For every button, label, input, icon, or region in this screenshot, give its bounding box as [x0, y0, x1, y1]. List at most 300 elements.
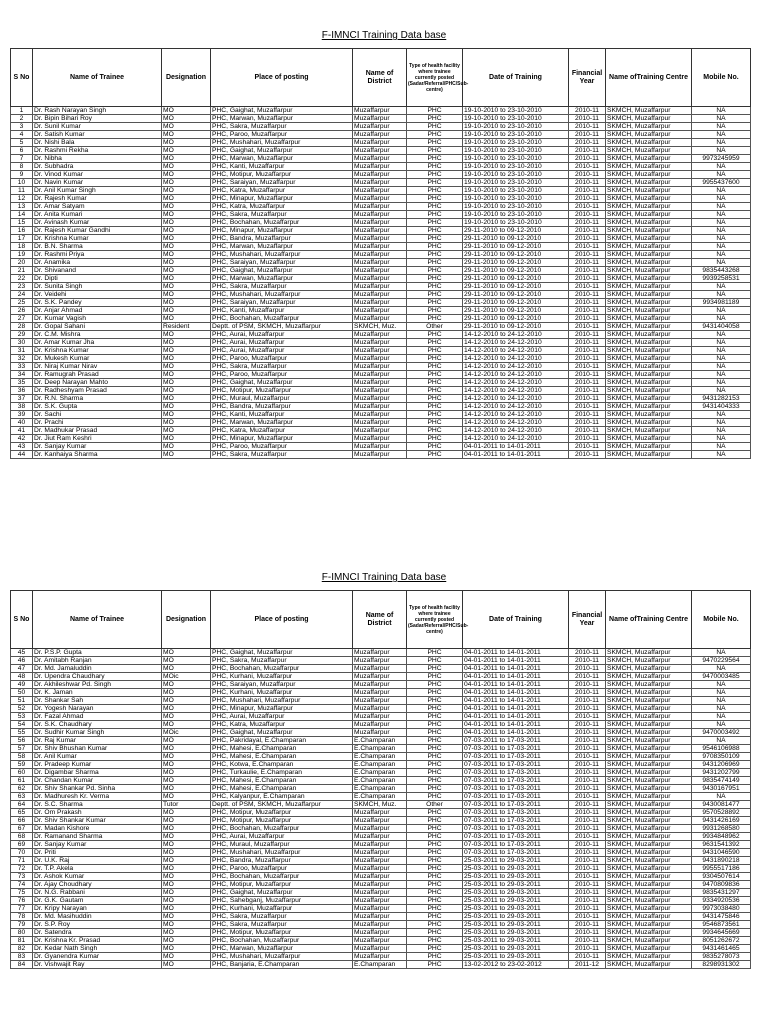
cell-mobile: NA — [692, 411, 751, 419]
cell-posting: PHC, Kalyanpur, E.Champaran — [211, 793, 353, 801]
cell-name: Dr. Om Prakash — [33, 809, 162, 817]
table-row — [11, 387, 751, 395]
cell-facility: PHC — [407, 721, 463, 729]
cell-mobile: 9431202799 — [692, 769, 751, 777]
cell-district: Muzaffarpur — [353, 451, 407, 459]
cell-designation: MO — [162, 937, 211, 945]
cell-fy: 2010-11 — [569, 721, 606, 729]
cell-posting: PHC, Aurai, Muzaffarpur — [211, 347, 353, 355]
cell-sno: 12 — [11, 195, 33, 203]
cell-name: Dr. Ashok Kumar — [33, 873, 162, 881]
cell-facility: PHC — [407, 235, 463, 243]
cell-centre: SKMCH, Muzaffarpur — [606, 219, 692, 227]
cell-posting: PHC, Sakra, Muzaffarpur — [211, 451, 353, 459]
cell-centre: SKMCH, Muzaffarpur — [606, 187, 692, 195]
cell-designation: MO — [162, 881, 211, 889]
cell-fy: 2010-11 — [569, 139, 606, 147]
cell-designation: MO — [162, 833, 211, 841]
cell-name: Dr. Akhileshwar Pd. Singh — [33, 681, 162, 689]
cell-designation: MO — [162, 745, 211, 753]
cell-centre: SKMCH, Muzaffarpur — [606, 833, 692, 841]
cell-centre: SKMCH, Muzaffarpur — [606, 873, 692, 881]
cell-sno: 84 — [11, 961, 33, 969]
cell-posting: PHC, Kanti, Muzaffarpur — [211, 307, 353, 315]
cell-mobile: NA — [692, 243, 751, 251]
cell-mobile: NA — [692, 681, 751, 689]
cell-sno: 62 — [11, 785, 33, 793]
cell-centre: SKMCH, Muzaffarpur — [606, 673, 692, 681]
cell-district: Muzaffarpur — [353, 649, 407, 657]
cell-date: 29-11-2010 to 09-12-2010 — [463, 235, 569, 243]
cell-designation: MO — [162, 929, 211, 937]
cell-centre: SKMCH, Muzaffarpur — [606, 945, 692, 953]
cell-mobile: NA — [692, 211, 751, 219]
cell-name: Dr. Anjar Ahmad — [33, 307, 162, 315]
cell-name: Dr. N.G. Rabbani — [33, 889, 162, 897]
cell-name: Dr. Priti — [33, 849, 162, 857]
table-row — [11, 889, 751, 897]
cell-mobile: NA — [692, 363, 751, 371]
cell-facility: Other — [407, 801, 463, 809]
cell-date: 19-10-2010 to 23-10-2010 — [463, 211, 569, 219]
cell-date: 29-11-2010 to 09-12-2010 — [463, 275, 569, 283]
cell-facility: PHC — [407, 761, 463, 769]
cell-designation: MO — [162, 363, 211, 371]
cell-fy: 2010-11 — [569, 187, 606, 195]
cell-posting: PHC, Bandra, Muzaffarpur — [211, 235, 353, 243]
cell-designation: MO — [162, 451, 211, 459]
cell-sno: 39 — [11, 411, 33, 419]
cell-fy: 2010-11 — [569, 657, 606, 665]
cell-centre: SKMCH, Muzaffarpur — [606, 889, 692, 897]
cell-mobile: 9546873561 — [692, 921, 751, 929]
cell-posting: PHC, Bandra, Muzaffarpur — [211, 403, 353, 411]
cell-posting: PHC, Kurhani, Muzaffarpur — [211, 689, 353, 697]
cell-posting: PHC, Mahesi, E.Champaran — [211, 745, 353, 753]
table-row — [11, 155, 751, 163]
cell-date: 14-12-2010 to 24-12-2010 — [463, 371, 569, 379]
cell-mobile: NA — [692, 347, 751, 355]
cell-mobile: NA — [692, 259, 751, 267]
cell-sno: 57 — [11, 745, 33, 753]
cell-fy: 2010-11 — [569, 833, 606, 841]
cell-facility: PHC — [407, 251, 463, 259]
cell-date: 04-01-2011 to 14-01-2011 — [463, 673, 569, 681]
cell-facility: PHC — [407, 291, 463, 299]
cell-designation: MO — [162, 873, 211, 881]
cell-posting: PHC, Aurai, Muzaffarpur — [211, 833, 353, 841]
cell-posting: PHC, Gaighat, Muzaffarpur — [211, 889, 353, 897]
cell-facility: PHC — [407, 403, 463, 411]
cell-mobile: NA — [692, 187, 751, 195]
cell-centre: SKMCH, Muzaffarpur — [606, 913, 692, 921]
cell-fy: 2010-11 — [569, 219, 606, 227]
cell-date: 29-11-2010 to 09-12-2010 — [463, 307, 569, 315]
cell-fy: 2010-11 — [569, 753, 606, 761]
cell-centre: SKMCH, Muzaffarpur — [606, 697, 692, 705]
cell-name: Dr. Digambar Sharma — [33, 769, 162, 777]
cell-centre: SKMCH, Muzaffarpur — [606, 371, 692, 379]
cell-sno: 52 — [11, 705, 33, 713]
cell-name: Dr. Yogesh Narayan — [33, 705, 162, 713]
cell-centre: SKMCH, Muzaffarpur — [606, 761, 692, 769]
cell-centre: SKMCH, Muzaffarpur — [606, 387, 692, 395]
cell-sno: 14 — [11, 211, 33, 219]
cell-posting: PHC, Muraul, Muzaffarpur — [211, 841, 353, 849]
cell-name: Dr. Ajay Choudhary — [33, 881, 162, 889]
table-row — [11, 937, 751, 945]
cell-district: Muzaffarpur — [353, 291, 407, 299]
table-2-body — [11, 649, 751, 969]
cell-facility: PHC — [407, 937, 463, 945]
cell-district: Muzaffarpur — [353, 403, 407, 411]
cell-date: 19-10-2010 to 23-10-2010 — [463, 131, 569, 139]
cell-designation: MO — [162, 713, 211, 721]
cell-name: Dr. Gyanendra Kumar — [33, 953, 162, 961]
cell-posting: PHC, Kanti, Muzaffarpur — [211, 163, 353, 171]
cell-district: E.Champaran — [353, 737, 407, 745]
cell-designation: MO — [162, 769, 211, 777]
table-row — [11, 115, 751, 123]
cell-facility: PHC — [407, 267, 463, 275]
cell-posting: PHC, Sakra, Muzaffarpur — [211, 657, 353, 665]
cell-designation: MOic — [162, 729, 211, 737]
cell-district: Muzaffarpur — [353, 857, 407, 865]
table-row — [11, 283, 751, 291]
cell-facility: PHC — [407, 897, 463, 905]
cell-fy: 2010-11 — [569, 705, 606, 713]
cell-mobile: NA — [692, 339, 751, 347]
cell-posting: PHC, Bochahan, Muzaffarpur — [211, 665, 353, 673]
table-row — [11, 371, 751, 379]
cell-facility: PHC — [407, 777, 463, 785]
cell-fy: 2010-11 — [569, 937, 606, 945]
table-row — [11, 833, 751, 841]
cell-facility: PHC — [407, 681, 463, 689]
cell-name: Dr. Mukesh Kumar — [33, 355, 162, 363]
cell-facility: PHC — [407, 331, 463, 339]
cell-sno: 16 — [11, 227, 33, 235]
cell-date: 19-10-2010 to 23-10-2010 — [463, 107, 569, 115]
cell-centre: SKMCH, Muzaffarpur — [606, 793, 692, 801]
table-row — [11, 171, 751, 179]
cell-sno: 17 — [11, 235, 33, 243]
cell-designation: MO — [162, 737, 211, 745]
cell-name: Dr. Prachi — [33, 419, 162, 427]
cell-posting: PHC, Kurhani, Muzaffarpur — [211, 905, 353, 913]
cell-mobile: 9934848962 — [692, 833, 751, 841]
cell-facility: PHC — [407, 913, 463, 921]
table-row — [11, 945, 751, 953]
cell-date: 25-03-2011 to 29-03-2011 — [463, 857, 569, 865]
cell-date: 25-03-2011 to 29-03-2011 — [463, 937, 569, 945]
cell-sno: 76 — [11, 897, 33, 905]
header-district: Name of District — [353, 49, 407, 107]
cell-name: Dr. Kumar Vagish — [33, 315, 162, 323]
cell-sno: 13 — [11, 203, 33, 211]
cell-mobile: 9955437600 — [692, 179, 751, 187]
cell-facility: PHC — [407, 371, 463, 379]
cell-date: 07-03-2011 to 17-03-2011 — [463, 769, 569, 777]
cell-mobile: 9835474149 — [692, 777, 751, 785]
cell-mobile: 9973038480 — [692, 905, 751, 913]
cell-centre: SKMCH, Muzaffarpur — [606, 825, 692, 833]
table-row — [11, 737, 751, 745]
cell-date: 07-03-2011 to 17-03-2011 — [463, 833, 569, 841]
cell-sno: 7 — [11, 155, 33, 163]
cell-fy: 2010-11 — [569, 195, 606, 203]
cell-posting: PHC, Bandra, Muzaffarpur — [211, 857, 353, 865]
cell-date: 25-03-2011 to 29-03-2011 — [463, 913, 569, 921]
cell-name: Dr. Sunil Kumar — [33, 123, 162, 131]
cell-designation: MO — [162, 403, 211, 411]
table-row — [11, 123, 751, 131]
cell-facility: PHC — [407, 307, 463, 315]
cell-sno: 5 — [11, 139, 33, 147]
cell-district: Muzaffarpur — [353, 203, 407, 211]
cell-posting: PHC, Mahesi, E.Champaran — [211, 753, 353, 761]
cell-date: 07-03-2011 to 17-03-2011 — [463, 777, 569, 785]
cell-posting: PHC, Aurai, Muzaffarpur — [211, 339, 353, 347]
cell-facility: PHC — [407, 665, 463, 673]
training-table-1 — [10, 48, 751, 459]
cell-centre: SKMCH, Muzaffarpur — [606, 243, 692, 251]
cell-sno: 23 — [11, 283, 33, 291]
cell-mobile: NA — [692, 737, 751, 745]
cell-posting: PHC, Sahebganj, Muzaffarpur — [211, 897, 353, 905]
cell-posting: PHC, Gaighat, Muzaffarpur — [211, 379, 353, 387]
cell-name: Dr. Amitabh Ranjan — [33, 657, 162, 665]
cell-district: Muzaffarpur — [353, 259, 407, 267]
table-1-body — [11, 107, 751, 459]
cell-centre: SKMCH, Muzaffarpur — [606, 649, 692, 657]
cell-centre: SKMCH, Muzaffarpur — [606, 259, 692, 267]
cell-mobile: NA — [692, 435, 751, 443]
cell-date: 14-12-2010 to 24-12-2010 — [463, 411, 569, 419]
cell-fy: 2010-11 — [569, 761, 606, 769]
cell-date: 29-11-2010 to 09-12-2010 — [463, 299, 569, 307]
table-row — [11, 905, 751, 913]
cell-district: Muzaffarpur — [353, 825, 407, 833]
cell-sno: 59 — [11, 761, 33, 769]
cell-designation: MO — [162, 187, 211, 195]
cell-sno: 49 — [11, 681, 33, 689]
cell-centre: SKMCH, Muzaffarpur — [606, 355, 692, 363]
cell-designation: MO — [162, 435, 211, 443]
cell-district: Muzaffarpur — [353, 379, 407, 387]
cell-date: 25-03-2011 to 29-03-2011 — [463, 953, 569, 961]
cell-sno: 60 — [11, 769, 33, 777]
cell-fy: 2010-11 — [569, 913, 606, 921]
cell-facility: PHC — [407, 131, 463, 139]
cell-district: Muzaffarpur — [353, 283, 407, 291]
cell-designation: MO — [162, 705, 211, 713]
cell-sno: 69 — [11, 841, 33, 849]
cell-facility: PHC — [407, 793, 463, 801]
cell-name: Dr. Rashmi Rekha — [33, 147, 162, 155]
cell-date: 13-02-2012 to 23-02-2012 — [463, 961, 569, 969]
cell-centre: SKMCH, Muzaffarpur — [606, 251, 692, 259]
cell-facility: PHC — [407, 155, 463, 163]
cell-mobile: 9973245959 — [692, 155, 751, 163]
cell-posting: PHC, Mushahari, Muzaffarpur — [211, 139, 353, 147]
cell-name: Dr. Shivanand — [33, 267, 162, 275]
cell-centre: SKMCH, Muzaffarpur — [606, 657, 692, 665]
cell-designation: MO — [162, 307, 211, 315]
cell-date: 07-03-2011 to 17-03-2011 — [463, 801, 569, 809]
cell-posting: PHC, Motipur, Muzaffarpur — [211, 809, 353, 817]
table-row — [11, 339, 751, 347]
cell-facility: PHC — [407, 833, 463, 841]
table-row — [11, 849, 751, 857]
cell-sno: 26 — [11, 307, 33, 315]
cell-posting: PHC, Sakra, Muzaffarpur — [211, 211, 353, 219]
cell-date: 19-10-2010 to 23-10-2010 — [463, 123, 569, 131]
cell-sno: 8 — [11, 163, 33, 171]
cell-district: Muzaffarpur — [353, 355, 407, 363]
cell-date: 04-01-2011 to 14-01-2011 — [463, 705, 569, 713]
table-row — [11, 291, 751, 299]
cell-posting: PHC, Katra, Muzaffarpur — [211, 427, 353, 435]
cell-posting: PHC, Motipur, Muzaffarpur — [211, 387, 353, 395]
cell-designation: Tutor — [162, 801, 211, 809]
cell-name: Dr. Avinash Kumar — [33, 219, 162, 227]
cell-fy: 2010-11 — [569, 801, 606, 809]
cell-district: Muzaffarpur — [353, 251, 407, 259]
cell-centre: SKMCH, Muzaffarpur — [606, 435, 692, 443]
cell-date: 19-10-2010 to 23-10-2010 — [463, 195, 569, 203]
cell-sno: 34 — [11, 371, 33, 379]
cell-centre: SKMCH, Muzaffarpur — [606, 307, 692, 315]
cell-mobile: NA — [692, 793, 751, 801]
cell-date: 29-11-2010 to 09-12-2010 — [463, 243, 569, 251]
cell-sno: 67 — [11, 825, 33, 833]
cell-centre: SKMCH, Muzaffarpur — [606, 203, 692, 211]
cell-designation: MO — [162, 753, 211, 761]
cell-designation: MO — [162, 777, 211, 785]
cell-fy: 2010-11 — [569, 163, 606, 171]
cell-date: 14-12-2010 to 24-12-2010 — [463, 355, 569, 363]
cell-mobile: 9431404058 — [692, 323, 751, 331]
cell-sno: 10 — [11, 179, 33, 187]
cell-designation: MO — [162, 283, 211, 291]
cell-fy: 2010-11 — [569, 203, 606, 211]
cell-designation: MO — [162, 945, 211, 953]
cell-posting: PHC, Banjaria, E.Champaran — [211, 961, 353, 969]
cell-designation: MO — [162, 689, 211, 697]
cell-facility: PHC — [407, 315, 463, 323]
cell-district: E.Champaran — [353, 785, 407, 793]
cell-posting: PHC, Motipur, Muzaffarpur — [211, 171, 353, 179]
cell-facility: PHC — [407, 283, 463, 291]
cell-name: Dr. Anil Kumar Singh — [33, 187, 162, 195]
cell-sno: 83 — [11, 953, 33, 961]
cell-date: 04-01-2011 to 14-01-2011 — [463, 657, 569, 665]
cell-designation: MO — [162, 147, 211, 155]
cell-district: Muzaffarpur — [353, 115, 407, 123]
cell-facility: PHC — [407, 443, 463, 451]
cell-date: 25-03-2011 to 29-03-2011 — [463, 945, 569, 953]
cell-facility: PHC — [407, 737, 463, 745]
cell-posting: PHC, Kurhani, Muzaffarpur — [211, 673, 353, 681]
cell-designation: MO — [162, 371, 211, 379]
cell-name: Dr. G.K. Gautam — [33, 897, 162, 905]
cell-fy: 2010-11 — [569, 259, 606, 267]
cell-posting: PHC, Bochahan, Muzaffarpur — [211, 219, 353, 227]
cell-designation: MO — [162, 913, 211, 921]
cell-mobile: NA — [692, 689, 751, 697]
cell-posting: PHC, Paroo, Muzaffarpur — [211, 865, 353, 873]
cell-mobile: NA — [692, 227, 751, 235]
cell-fy: 2010-11 — [569, 745, 606, 753]
cell-mobile: NA — [692, 235, 751, 243]
cell-mobile: 9546106988 — [692, 745, 751, 753]
cell-fy: 2010-11 — [569, 371, 606, 379]
cell-sno: 27 — [11, 315, 33, 323]
cell-designation: MO — [162, 953, 211, 961]
cell-date: 19-10-2010 to 23-10-2010 — [463, 155, 569, 163]
cell-sno: 4 — [11, 131, 33, 139]
cell-mobile: NA — [692, 713, 751, 721]
cell-facility: PHC — [407, 227, 463, 235]
cell-centre: SKMCH, Muzaffarpur — [606, 211, 692, 219]
cell-name: Dr. Bipin Bihari Roy — [33, 115, 162, 123]
cell-facility: PHC — [407, 163, 463, 171]
cell-mobile: 9470229564 — [692, 657, 751, 665]
cell-centre: SKMCH, Muzaffarpur — [606, 323, 692, 331]
cell-mobile: NA — [692, 283, 751, 291]
cell-fy: 2010-11 — [569, 953, 606, 961]
cell-district: Muzaffarpur — [353, 905, 407, 913]
cell-facility: PHC — [407, 729, 463, 737]
cell-name: Dr. Satendra — [33, 929, 162, 937]
cell-name: Dr. Sanjay Kumar — [33, 841, 162, 849]
cell-date: 07-03-2011 to 17-03-2011 — [463, 849, 569, 857]
cell-facility: PHC — [407, 841, 463, 849]
table-row — [11, 729, 751, 737]
cell-centre: SKMCH, Muzaffarpur — [606, 443, 692, 451]
cell-centre: SKMCH, Muzaffarpur — [606, 785, 692, 793]
cell-district: Muzaffarpur — [353, 139, 407, 147]
cell-sno: 19 — [11, 251, 33, 259]
table-row — [11, 913, 751, 921]
cell-posting: PHC, Marwan, Muzaffarpur — [211, 945, 353, 953]
cell-designation: MO — [162, 905, 211, 913]
cell-designation: MO — [162, 379, 211, 387]
cell-sno: 55 — [11, 729, 33, 737]
cell-date: 07-03-2011 to 17-03-2011 — [463, 785, 569, 793]
cell-posting: PHC, Marwan, Muzaffarpur — [211, 275, 353, 283]
cell-district: Muzaffarpur — [353, 721, 407, 729]
table-row — [11, 331, 751, 339]
cell-date: 07-03-2011 to 17-03-2011 — [463, 817, 569, 825]
cell-fy: 2010-11 — [569, 451, 606, 459]
cell-district: Muzaffarpur — [353, 395, 407, 403]
table-row — [11, 195, 751, 203]
cell-designation: MO — [162, 107, 211, 115]
cell-designation: MO — [162, 171, 211, 179]
cell-mobile: 9304507614 — [692, 873, 751, 881]
cell-mobile: NA — [692, 195, 751, 203]
table-row — [11, 761, 751, 769]
cell-name: Dr. Madhuresh Kr. Verma — [33, 793, 162, 801]
cell-sno: 29 — [11, 331, 33, 339]
cell-centre: SKMCH, Muzaffarpur — [606, 665, 692, 673]
cell-district: Muzaffarpur — [353, 873, 407, 881]
cell-centre: SKMCH, Muzaffarpur — [606, 331, 692, 339]
cell-posting: PHC, Mahesi, E.Champaran — [211, 785, 353, 793]
cell-facility: PHC — [407, 961, 463, 969]
